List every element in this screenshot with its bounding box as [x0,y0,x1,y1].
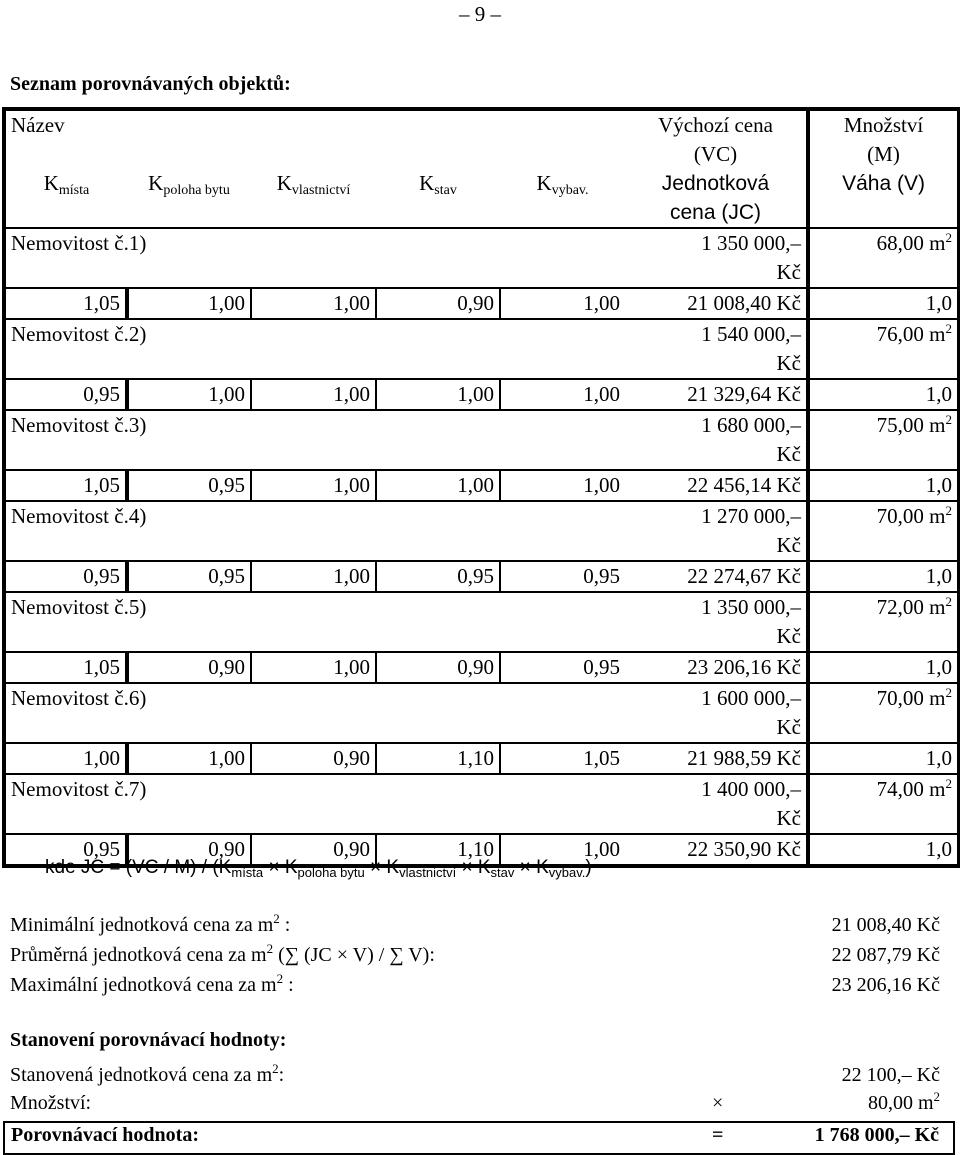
coefficient-cell: 1,00 [251,288,376,319]
coefficient-cell: 1,00 [127,288,251,319]
coefficient-cell: 1,00 [251,379,376,410]
coefficient-cell: 0,95 [4,561,127,592]
property-vc: 1 680 000,– Kč [625,410,808,470]
header-k-3: $K_{vlastnictví}$ [276,171,351,198]
header-vc: Výchozí cena (VC) [625,109,808,169]
header-name: Název [4,109,625,169]
unit-price-cell: 22 350,90 Kč [625,834,808,866]
coefficient-cell: 1,00 [500,379,625,410]
header-row-1 [4,109,959,169]
property-row [4,592,959,652]
property-name: Nemovitost č.7) [4,774,625,834]
determined-unit-price-value: 22 100,– Kč [841,1064,940,1086]
coefficient-cell: 1,00 [127,743,251,774]
coefficient-cell: 0,90 [251,743,376,774]
header-row-2 [4,169,959,228]
property-area: 70,00 $m^2$ [808,501,959,561]
comparative-value: 1 768 000,– Kč [814,1124,939,1146]
coefficient-cell: 1,00 [376,470,500,501]
weight-cell: 1,0 [808,743,959,774]
coefficient-cell: 1,05 [4,470,127,501]
property-vc: 1 350 000,– Kč [625,228,808,288]
header-k-2: $K_{poloha bytu}$ [148,171,230,198]
coefficient-cell: 1,05 [500,743,625,774]
comparative-value-box [3,1121,955,1155]
max-unit-price-value: 23 206,16 Kč [831,974,940,996]
times-mark: × [712,1092,724,1114]
coefficient-cell: 1,05 [4,288,127,319]
property-name: Nemovitost č.1) [4,228,625,288]
avg-unit-price-value: 22 087,79 Kč [831,944,940,966]
equals-mark: = [712,1124,724,1146]
property-area: 75,00 $m^2$ [808,410,959,470]
header-jc: Jednotková cena (JC) [661,172,770,224]
weight-cell: 1,0 [808,470,959,501]
coefficient-cell: 1,00 [500,470,625,501]
unit-price-cell: 21 329,64 Kč [625,379,808,410]
property-row [4,228,959,288]
coefficient-cell: 1,00 [500,834,625,866]
property-name: Nemovitost č.2) [4,319,625,379]
property-vc: 1 400 000,– Kč [625,774,808,834]
property-name: Nemovitost č.6) [4,683,625,743]
section-heading-value: Stanovení porovnávací hodnoty: [10,1029,287,1051]
comparative-value-label: Porovnávací hodnota: [11,1124,199,1146]
coefficient-cell: 1,10 [376,743,500,774]
unit-price-cell: 21 988,59 Kč [625,743,808,774]
coefficient-cell: 1,00 [251,470,376,501]
coefficient-cell: 1,05 [4,652,127,683]
property-area: 76,00 $m^2$ [808,319,959,379]
coefficient-cell: 0,90 [127,652,251,683]
coefficient-row [4,743,959,774]
coefficient-cell: 0,95 [4,834,127,866]
coefficient-cell: 1,00 [251,561,376,592]
property-name: Nemovitost č.3) [4,410,625,470]
coefficient-cell: 1,00 [500,288,625,319]
min-unit-price-value: 21 008,40 Kč [831,914,940,936]
property-area: 74,00 $m^2$ [808,774,959,834]
coefficient-cell: 0,90 [127,834,251,866]
coefficient-row [4,652,959,683]
property-area: 68,00 $m^2$ [808,228,959,288]
quantity-value: 80,00 $m^2$ [867,1089,940,1114]
coefficient-row [4,470,959,501]
header-m: Množství (M) [808,109,959,169]
coefficient-cell: 0,95 [500,561,625,592]
property-area: 70,00 $m^2$ [808,683,959,743]
header-k-5: $K_{vybav.}$ [536,171,589,198]
coefficient-cell: 0,90 [251,834,376,866]
coefficient-row [4,379,959,410]
property-row [4,501,959,561]
property-vc: 1 540 000,– Kč [625,319,808,379]
weight-cell: 1,0 [808,561,959,592]
coefficient-cell: 1,00 [4,743,127,774]
property-area: 72,00 $m^2$ [808,592,959,652]
property-vc: 1 270 000,– Kč [625,501,808,561]
property-row [4,683,959,743]
weight-cell: 1,0 [808,288,959,319]
coefficient-row [4,561,959,592]
unit-price-cell: 22 456,14 Kč [625,470,808,501]
header-k-1: $K_{místa}$ [4,169,127,228]
coefficient-cell: 0,95 [500,652,625,683]
unit-price-cell: 23 206,16 Kč [625,652,808,683]
section-heading-objects: Seznam porovnávaných objektů: [10,73,291,95]
header-weight: Váha (V) [808,169,959,228]
comparison-table [2,107,960,868]
header-k-4: $K_{stav}$ [419,171,457,198]
unit-price-cell: 22 274,67 Kč [625,561,808,592]
coefficient-cell: 1,10 [376,834,500,866]
coefficient-cell: 0,95 [127,470,251,501]
coefficient-cell: 0,95 [376,561,500,592]
property-row [4,410,959,470]
coefficient-cell: 0,95 [127,561,251,592]
weight-cell: 1,0 [808,652,959,683]
weight-cell: 1,0 [808,379,959,410]
coefficient-cell: 0,90 [376,288,500,319]
property-row [4,319,959,379]
coefficient-cell: 1,00 [251,652,376,683]
property-name: Nemovitost č.5) [4,592,625,652]
formula-note: kde JC = $(VC / M) / (K_{místa} \times K_{poloha bytu} \times K_{vlastnictví} \times K_{stav} \times K_{vybav.})$ [45,857,592,880]
coefficient-row [4,288,959,319]
property-row [4,774,959,834]
property-vc: 1 600 000,– Kč [625,683,808,743]
coefficient-cell: 1,00 [127,379,251,410]
coefficient-cell: 0,95 [4,379,127,410]
weight-cell: 1,0 [808,834,959,866]
unit-price-cell: 21 008,40 Kč [625,288,808,319]
property-vc: 1 350 000,– Kč [625,592,808,652]
property-name: Nemovitost č.4) [4,501,625,561]
coefficient-cell: 1,00 [376,379,500,410]
coefficient-cell: 0,90 [376,652,500,683]
page-number: – 9 – [459,2,501,26]
